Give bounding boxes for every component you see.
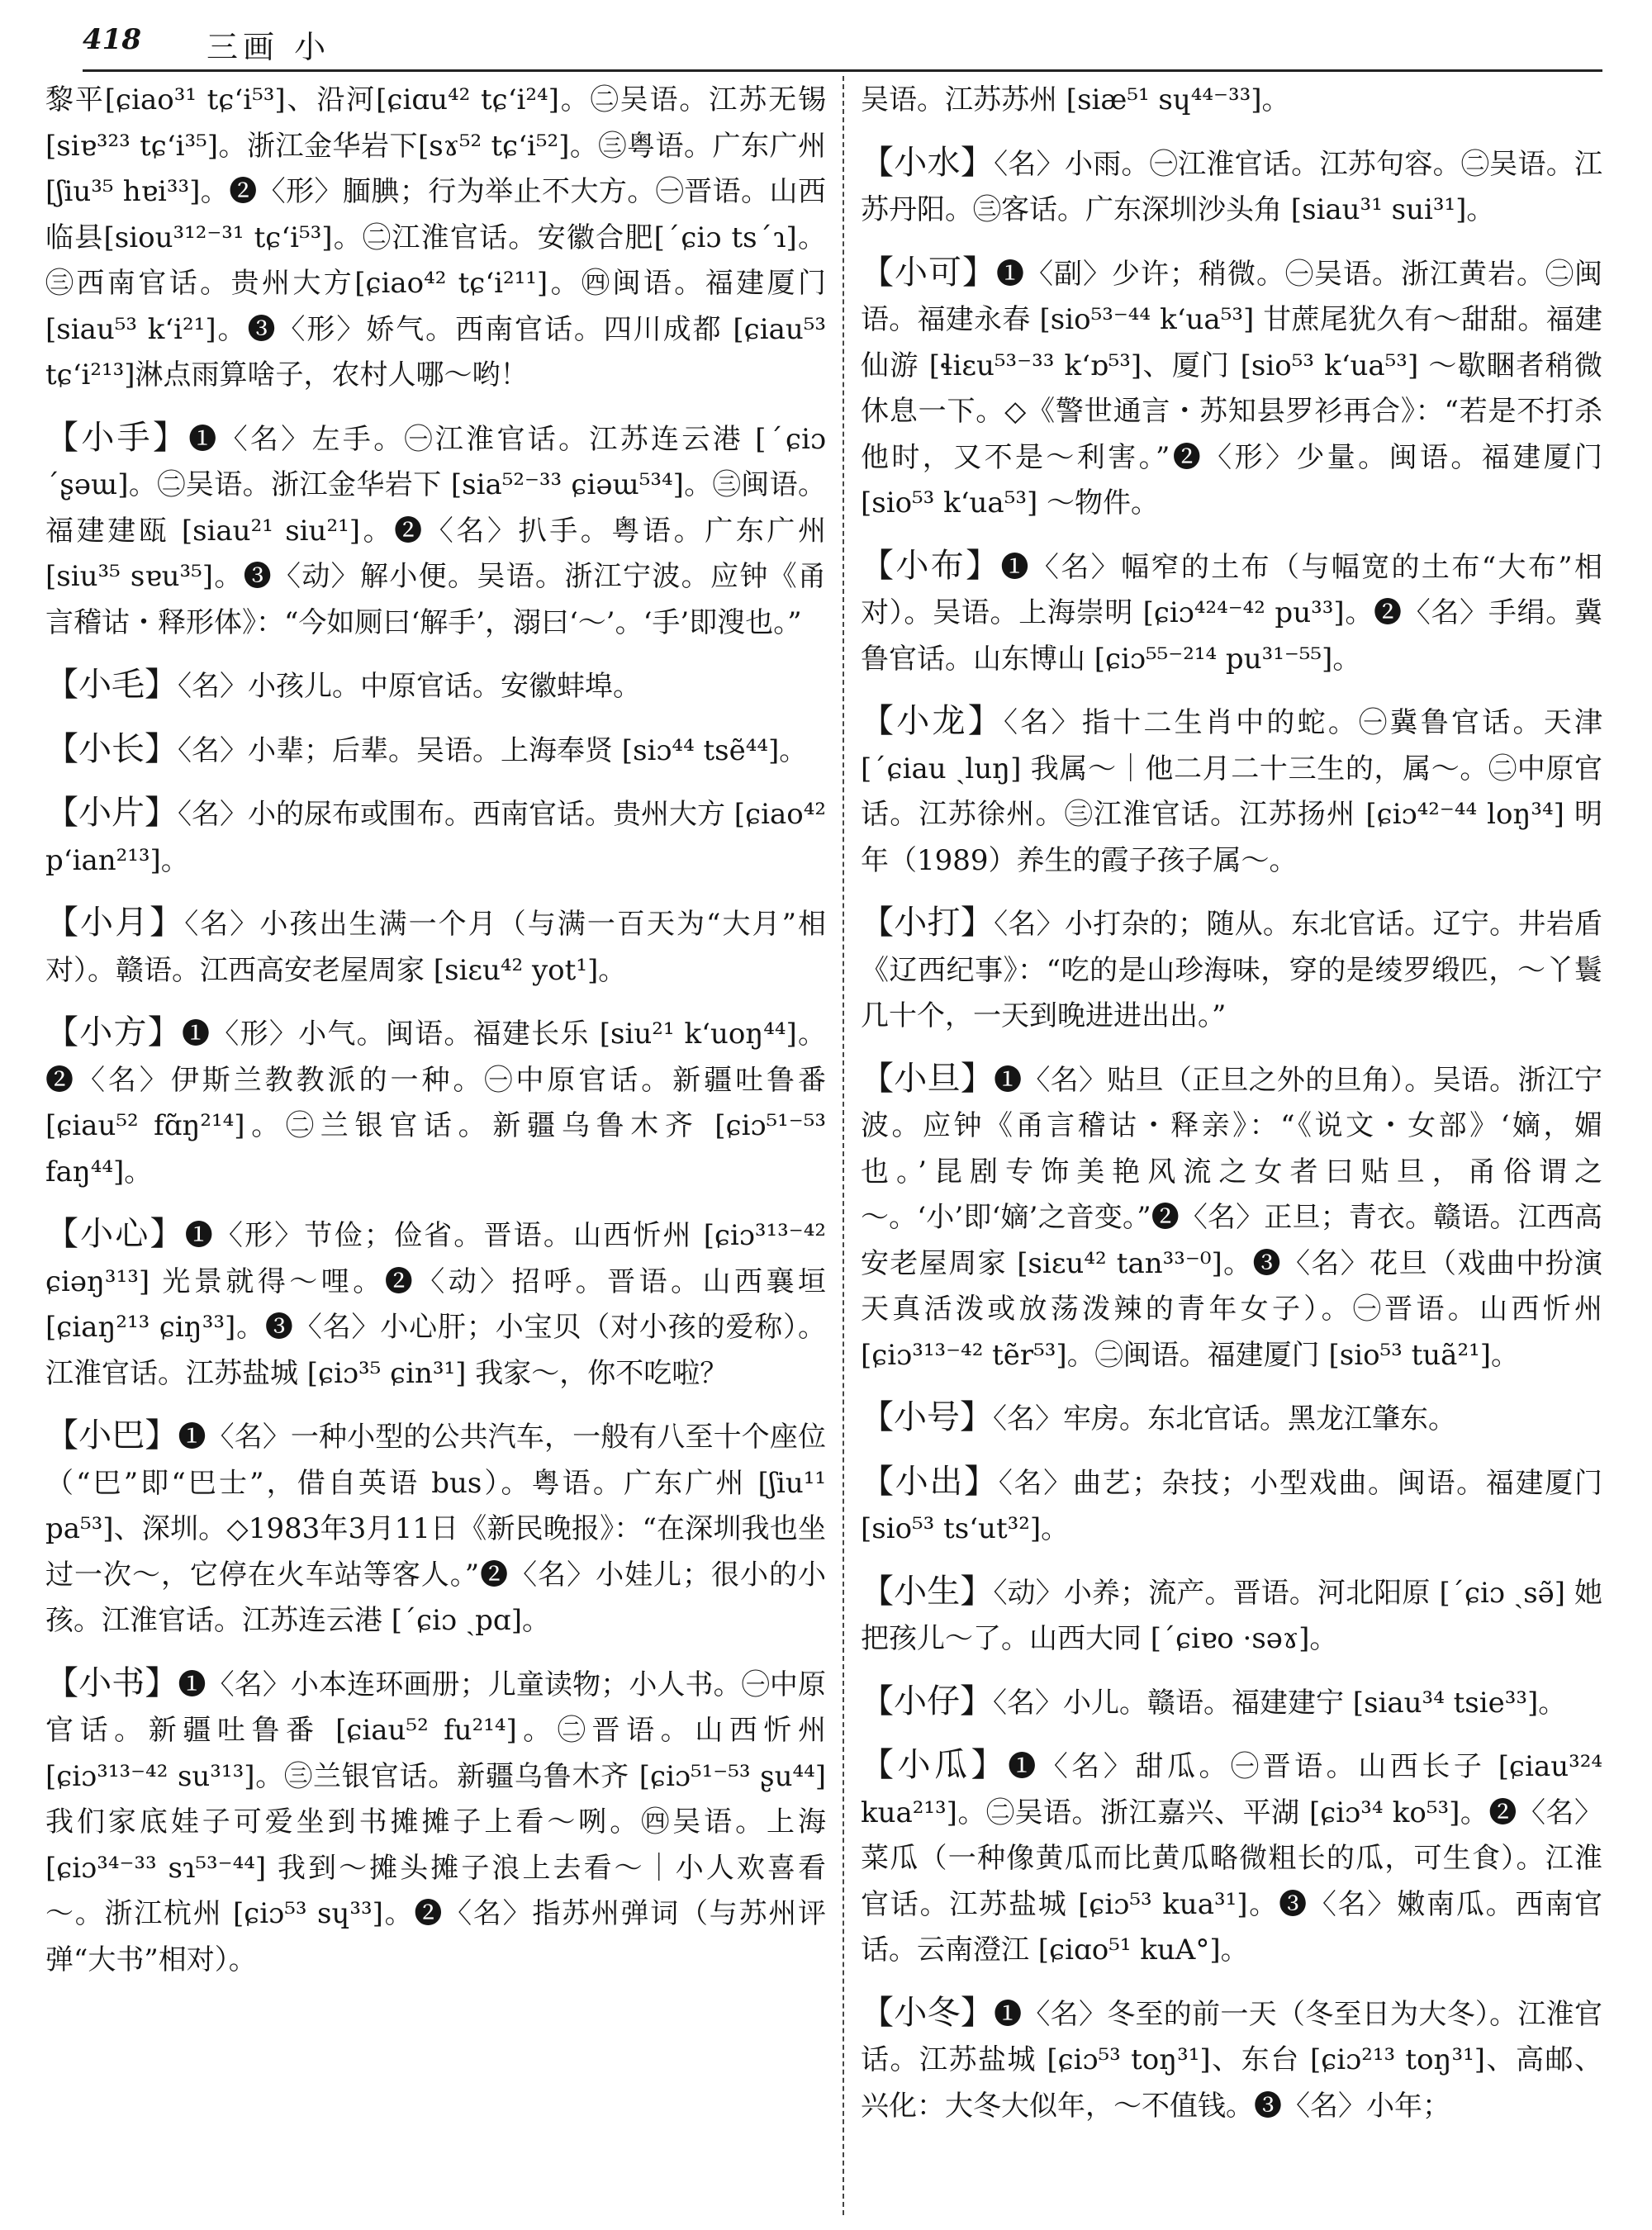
- entry-text: 〈名〉小打杂的；随从。东北官话。辽宁。井岩盾《辽西纪事》：“吃的是山珍海味，穿的是绫罗缎匹，～丫鬟几十个，一天到晚进进出出。”: [861, 908, 1603, 1032]
- entry-text: ❶〈名〉左手。㊀江淮官话。江苏连云港 [ˊɕiɔ ˊʂəɯ]。㊁吴语。浙江金华岩下 [sia⁵²⁻³³ ɕiəɯ⁵³⁴]。㊂闽语。福建建瓯 [siau²¹ siu²¹]。❷〈名〉扒手。粤语。广东广州 [siu³⁵ sɐu³⁵]。❸〈动〉解小便。吴语。浙江宁波。应钟《甬言稽诂・释形体》：“今如厕曰‘解手’，溺曰‘～’。‘手’即溲也。”: [45, 422, 827, 639]
- entry-headword: 【小旦】: [861, 1059, 995, 1098]
- entry-text: 〈名〉小雨。㊀江淮官话。江苏句容。㊁吴语。江苏丹阳。㊂客话。广东深圳沙头角 [siau³¹ sui³¹]。: [861, 147, 1603, 226]
- dictionary-entry: [45, 415, 826, 647]
- dictionary-entry: [45, 1661, 826, 1984]
- section-label: 三画 小: [206, 29, 331, 65]
- dictionary-entry: [45, 662, 826, 710]
- dictionary-entry: [861, 1990, 1602, 2130]
- dictionary-entry: [45, 1413, 826, 1644]
- entry-headword: 【小瓜】: [861, 1746, 1009, 1784]
- dictionary-entry: [45, 1212, 826, 1397]
- entry-headword: 【小生】: [861, 1572, 994, 1611]
- entry-headword: 【小号】: [861, 1398, 993, 1436]
- dictionary-entry: [861, 76, 1602, 124]
- entry-headword: 【小可】: [861, 253, 996, 292]
- entry-text: ❶〈副〉少许；稍微。㊀吴语。浙江黄岩。㊁闽语。福建永春 [sio⁵³⁻⁴⁴ k‘ua⁵³] 甘蔗尾犹久有～甜甜。福建仙游 [ɬiɛu⁵³⁻³³ k‘ɒ⁵³]、厦门 [sio⁵³ k‘ua⁵³] ～歇睏者稍微休息一下。◇《警世通言・苏知县罗衫再合》：“若是不打杀他时，又不是～利害。”❷〈形〉少量。闽语。福建厦门 [sio⁵³ k‘ua⁵³] ～物件。: [861, 257, 1602, 520]
- entry-text: ❶〈名〉小本连环画册；儿童读物；小人书。㊀中原官话。新疆吐鲁番 [ɕiau⁵² fu²¹⁴]。㊁晋语。山西忻州 [ɕiɔ³¹³⁻⁴² su³¹³]。㊂兰银官话。新疆乌鲁木齐 [ɕiɔ⁵¹⁻⁵³ ʂu⁴⁴] 我们家底娃子可爱坐到书摊摊子上看～咧。㊃吴语。上海 [ɕiɔ³⁴⁻³³ sɿ⁵³⁻⁴⁴] 我到～摊头摊子浪上去看～｜小人欢喜看～。浙江杭州 [ɕiɔ⁵³ sɥ³³]。❷〈名〉指苏州弹词（与苏州评弹“大书”相对）。: [45, 1668, 827, 1976]
- column-divider: [843, 76, 844, 2215]
- entry-text: ❶〈名〉一种小型的公共汽车，一般有八至十个座位（“巴”即“巴士”，借自英语 bus）。粤语。广东广州 [ʃiu¹¹ pa⁵³]、深圳。◇1983年3月11日《新民晚报》：“在深圳我也坐过一次～，它停在火车站等客人。”❷〈名〉小娃儿；很小的小孩。江淮官话。江苏连云港 [ˊɕiɔ ˏpɑ]。: [45, 1421, 827, 1637]
- dictionary-entry: [861, 1679, 1602, 1727]
- header-rule: [83, 69, 1602, 72]
- dictionary-entry: [45, 76, 826, 399]
- page-header: [83, 18, 1602, 69]
- entry-headword: 【小片】: [45, 794, 178, 832]
- entry-headword: 【小方】: [45, 1013, 183, 1051]
- entry-headword: 【小打】: [861, 904, 995, 942]
- entry-headword: 【小冬】: [861, 1993, 995, 2032]
- dictionary-entry: [861, 1743, 1602, 1974]
- entry-text: 〈名〉小的尿布或围布。西南官话。贵州大方 [ɕiao⁴² p‘ian²¹³]。: [45, 798, 826, 877]
- entry-text: 〈动〉小养；流产。晋语。河北阳原 [ˊɕiɔ ˏsə̃] 她把孩儿～了。山西大同 [ˊɕiɐo ·səɤ]。: [861, 1576, 1602, 1655]
- entry-text: 〈名〉小孩出生满一个月（与满一百天为“大月”相对）。赣语。江西高安老屋周家 [siɛu⁴² yot¹]。: [45, 908, 827, 987]
- entry-text: 〈名〉小儿。赣语。福建建宁 [siau³⁴ tsie³³]。: [993, 1686, 1567, 1720]
- entry-headword: 【小长】: [45, 729, 178, 768]
- dictionary-entry: [861, 699, 1602, 884]
- entry-headword: 【小毛】: [45, 666, 178, 704]
- entry-headword: 【小手】: [45, 418, 189, 457]
- entry-headword: 【小仔】: [861, 1682, 993, 1720]
- dictionary-entry: [861, 543, 1602, 683]
- left-column: [45, 76, 826, 2000]
- dictionary-entry: [861, 1395, 1602, 1443]
- entry-text: 〈名〉牢房。东北官话。黑龙江肇东。: [993, 1402, 1456, 1435]
- entry-headword: 【小书】: [45, 1663, 178, 1702]
- entry-text: ❶〈名〉甜瓜。㊀晋语。山西长子 [ɕiau³²⁴ kua²¹³]。㊁吴语。浙江嘉兴、平湖 [ɕiɔ³⁴ ko⁵³]。❷〈名〉菜瓜（一种像黄瓜而比黄瓜略微粗长的瓜，可生食）。江淮官话。江苏盐城 [ɕiɔ⁵³ kua³¹]。❸〈名〉嫩南瓜。西南官话。云南澄江 [ɕiɑo⁵¹ kuA°]。: [861, 1750, 1603, 1967]
- entry-text: ❶〈名〉贴旦（正旦之外的旦角）。吴语。浙江宁波。应钟《甬言稽诂・释亲》：“《说文・女部》‘嫡，媚也。’昆剧专饰美艳风流之女者曰贴旦，甬俗谓之～。‘小’即‘嫡’之音变。”❷〈名〉正旦；青衣。赣语。江西高安老屋周家 [siɛu⁴² tan³³⁻⁰]。❸〈名〉花旦（戏曲中扮演天真活泼或放荡泼辣的青年女子）。㊀晋语。山西忻州 [ɕiɔ³¹³⁻⁴² tẽr⁵³]。㊁闽语。福建厦门 [sio⁵³ tuã²¹]。: [861, 1063, 1603, 1372]
- dictionary-entry: [45, 790, 826, 884]
- entry-text: 〈名〉曲艺；杂技；小型戏曲。闽语。福建厦门 [sio⁵³ ts‘ut³²]。: [861, 1466, 1603, 1545]
- page-number: 418: [83, 23, 141, 56]
- dictionary-entry: [861, 1459, 1602, 1553]
- dictionary-entry: [861, 250, 1602, 527]
- dictionary-entry: [45, 900, 826, 994]
- entry-text: 〈名〉小辈；后辈。吴语。上海奉贤 [siɔ⁴⁴ tsẽ⁴⁴]。: [178, 733, 808, 767]
- entry-text: ❶〈名〉幅窄的土布（与幅宽的土布“大布”相对）。吴语。上海崇明 [ɕiɔ⁴²⁴⁻⁴² pu³³]。❷〈名〉手绢。冀鲁官话。山东博山 [ɕiɔ⁵⁵⁻²¹⁴ pu³¹⁻⁵⁵]。: [861, 550, 1603, 676]
- entry-text: ❶〈形〉节俭；俭省。晋语。山西忻州 [ɕiɔ³¹³⁻⁴² ɕiəŋ³¹³] 光景就得～哩。❷〈动〉招呼。晋语。山西襄垣 [ɕiaŋ²¹³ ɕiŋ³³]。❸〈名〉小心肝；小宝贝（对小孩的爱称）。江淮官话。江苏盐城 [ɕiɔ³⁵ ɕin³¹] 我家～，你不吃啦？: [45, 1219, 827, 1390]
- entry-headword: 【小出】: [861, 1462, 999, 1501]
- entry-text: ❶〈名〉冬至的前一天（冬至日为大冬）。江淮官话。江苏盐城 [ɕiɔ⁵³ toŋ³¹]、东台 [ɕiɔ²¹³ toŋ³¹]、高邮、兴化：大冬大似年，～不值钱。❸〈名〉小年；: [861, 1997, 1603, 2123]
- entry-text: ❶〈形〉小气。闽语。福建长乐 [siu²¹ k‘uoŋ⁴⁴]。❷〈名〉伊斯兰教教派的一种。㊀中原官话。新疆吐鲁番 [ɕiau⁵² fɑ̃ŋ²¹⁴]。㊁兰银官话。新疆乌鲁木齐 [ɕiɔ⁵¹⁻⁵³ faŋ⁴⁴]。: [45, 1018, 827, 1189]
- entry-text: 〈名〉小孩儿。中原官话。安徽蚌埠。: [178, 670, 641, 703]
- entry-headword: 【小龙】: [861, 702, 1004, 740]
- entry-headword: 【小水】: [861, 143, 995, 182]
- entry-headword: 【小布】: [861, 546, 1001, 585]
- entry-headword: 【小巴】: [45, 1416, 178, 1454]
- entry-text: 〈名〉指十二生肖中的蛇。㊀冀鲁官话。天津 [ˊɕiau ˏluŋ] 我属～｜他二月二十三生的，属～。㊁中原官话。江苏徐州。㊂江淮官话。江苏扬州 [ɕiɔ⁴²⁻⁴⁴ loŋ³⁴] 明年（1989）养生的霞子孩子属～。: [861, 706, 1603, 877]
- entry-text: 吴语。江苏苏州 [siæ⁵¹ sɥ⁴⁴⁻³³]。: [861, 83, 1290, 116]
- dictionary-entry: [861, 900, 1602, 1040]
- entry-headword: 【小月】: [45, 904, 185, 942]
- dictionary-entry: [861, 140, 1602, 234]
- dictionary-entry: [861, 1569, 1602, 1663]
- entry-text: 黎平[ɕiao³¹ tɕ‘i⁵³]、沿河[ɕiɑu⁴² tɕ‘i²⁴]。㊁吴语。江苏无锡[siɐ³²³ tɕ‘i³⁵]。浙江金华岩下[sɤ⁵² tɕ‘i⁵²]。㊂粤语。广东广州[ʃiu³⁵ hɐi³³]。❷〈形〉腼腆；行为举止不大方。㊀晋语。山西临县[siou³¹²⁻³¹ tɕ‘i⁵³]。㊁江淮官话。安徽合肥[ˊɕiɔ tsˊɿ]。㊂西南官话。贵州大方[ɕiao⁴² tɕ‘i²¹¹]。㊃闽语。福建厦门 [siau⁵³ k‘i²¹]。❸〈形〉娇气。西南官话。四川成都 [ɕiau⁵³ tɕ‘i²¹³]淋点雨算啥子，农村人哪～哟！: [45, 83, 826, 391]
- right-column: [861, 76, 1602, 2146]
- dictionary-entry: [861, 1056, 1602, 1379]
- entry-headword: 【小心】: [45, 1215, 185, 1253]
- dictionary-entry: [45, 1010, 826, 1195]
- dictionary-entry: [45, 727, 826, 775]
